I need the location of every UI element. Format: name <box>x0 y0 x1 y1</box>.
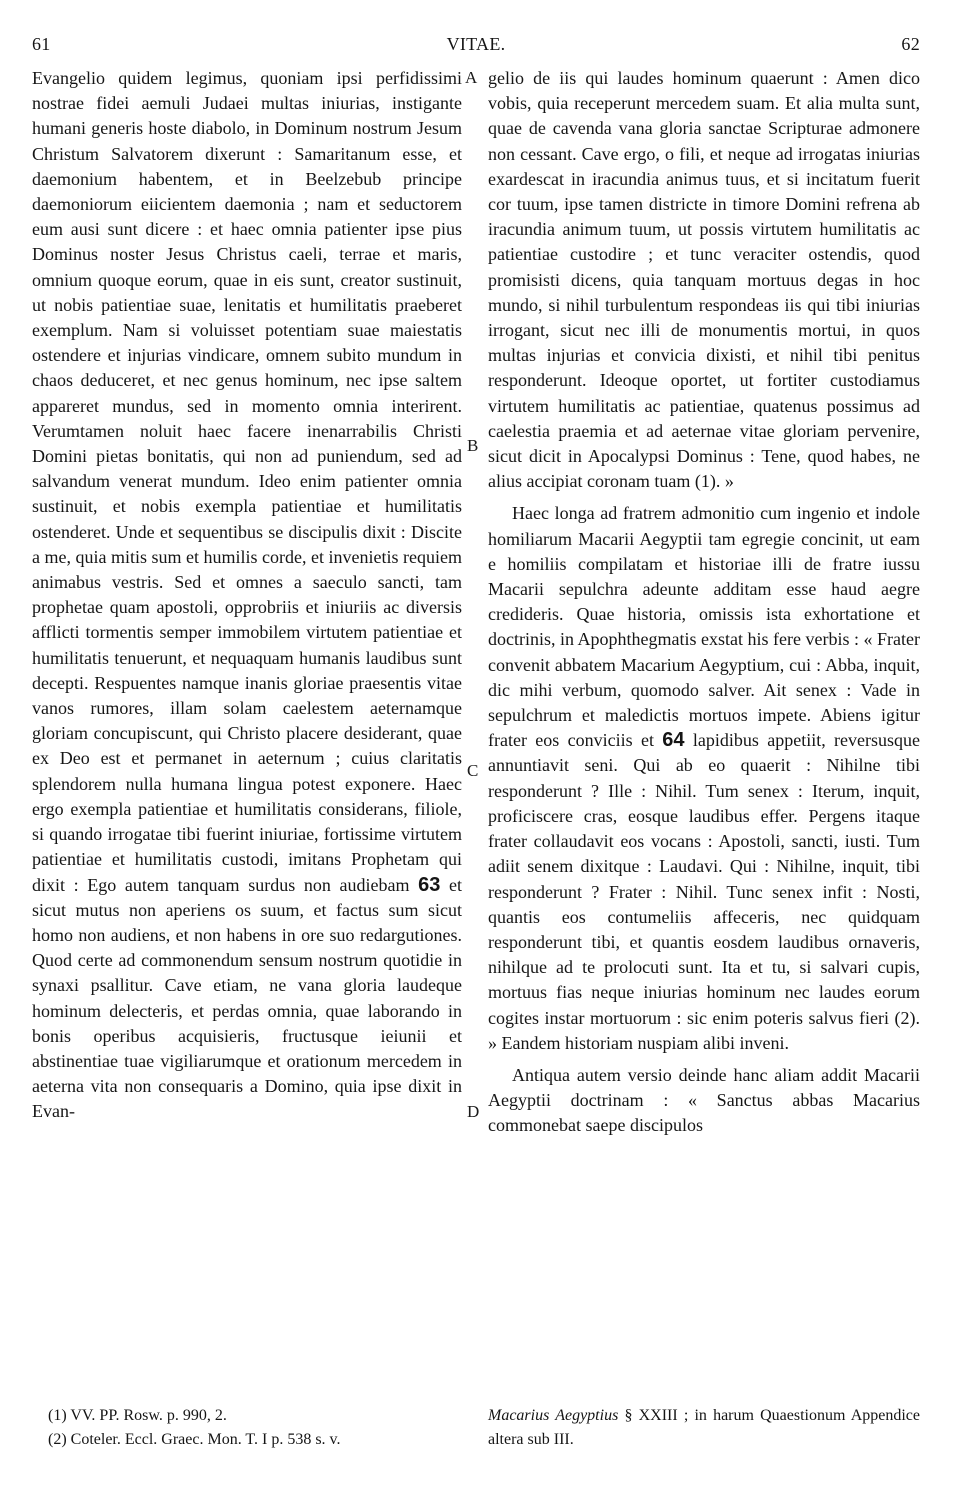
right-text-part-1: Haec longa ad fratrem admonitio cum ingenio et indole homiliarum Macarii Aegyptii tam egregie concinit, ut eam e homiliis compilatam et historiae illi de fratre iussu Macarii sepulchra adeunte additam esse haud aegre credideris. Quae historia, omissis ista exhortatione et doctrinis, in Apophthegmatis exstat his fere verbis : « Frater convenit abbatem Macarium Aegyptium, cui : Abba, inquit, dic mihi verbum, quomodo salver. Ait senex : Vade in sepulchrum et maledictis mortuos impete. Abiens igitur frater eos conviciis et <box>488 503 920 751</box>
left-column <box>32 66 462 1125</box>
running-title: VITAE. <box>446 34 506 54</box>
left-text-part-2: et sicut mutus non aperiens os suum, et factus sum sicut homo non audiens, et non habens in ore suo redargutiones. Quod certe ad commonendum sensum nostrum quotidie in synaxi psallitur. Cave etiam, ne vana gloria laudeque hominum delecteris, et perdas omnia, quae laborando in bonis operibus acquisieris, fructusque ieiunii et abstinentiae tuae vigiliarumque et orationum mercedem in aeterna vita non consequaris a Domino, quia ipse dixit in Evan- <box>32 874 463 1122</box>
margin-marker-b: B <box>467 436 479 455</box>
page-number-left: 61 <box>32 34 51 54</box>
running-header <box>32 34 920 60</box>
footnote-continuation <box>488 1404 920 1452</box>
left-text-part-1: Evangelio quidem legimus, quoniam ipsi perfidissimi nostrae fidei aemuli Judaei multas iniurias, instigante humani generis hoste diabolo, in Dominum nostrum Jesum Christum Salvatorem dixerunt : Samaritanum esse, et daemonium habentem, et in Beelzebub principe daemoniorum eiicientem daemonia ; nam et seductorem eum ausi sunt dicere : et haec omnia patienter ipse pius Dominus noster Jesus Christus caeli, terrae et maris, omnium quoque eorum, quae in eis sunt, creator sustinuit, ut nobis patientiae suae, lenitatis et humilitatis praeberet exemplum. Nam si voluisset potentiam suae maiestatis ostendere et injurias vindicare, omnem subito mundum in chaos deduceret, et nec genus hominum, nec ipse saltem appareret mundus, sed in momento omnia interirent. Verumtamen noluit haec facere inenarrabilis Christi Domini pietas bonitatis, qui non ad puniendum, sed ad salvandum venerat mundum. Ideo enim patienter omnia sustinuit, et nobis exempla patientiae et humilitatis ostenderet. Unde et sequentibus se discipulis dixit : Discite a me, quia mitis sum et humilis corde, et invenietis requiem animabus vestris. Sed et omnes a saeculo sancti, tam prophetae quam apostoli, opprobriis et iniuriis ac diversis afflicti tormentis semper immobilem virtutem patientiae et humilitatis tenuerunt, et nequaquam humanis laudibus sunt decepti. Respuentes namque inanis gloriae praesentis vitae vanos rumores, illam solam caelestem aeternamque gloriam concupiscunt, qui Christo placere desiderant, quae ex Deo est et permanet in aeternum ; cuius claritatis splendorem nulla humana lingua potest exponere. Haec ergo exempla patientiae et humilitatis considerans, filiole, si quando irrogatae tibi fuerint iniuriae, fortissime virtutem patientiae et humilitatis custodi, imitans Prophetam qui dixit : Ego autem tanquam surdus non audiebam <box>32 68 462 895</box>
margin-marker-c: C <box>467 761 479 780</box>
right-paragraph-3: Antiqua autem versio deinde hanc aliam addit Macarii Aegyptii doctrinam : « Sanctus abbas Macarius commonebat saepe discipulos <box>488 1064 920 1136</box>
page-number-right: 62 <box>901 34 920 54</box>
footnote-continuation-text: § XXIII ; in harum Quaestionum Appendice altera sub III. <box>488 1407 920 1448</box>
right-column <box>488 66 920 1139</box>
footnotes-left <box>48 1404 468 1452</box>
left-paragraph <box>32 66 462 1125</box>
right-paragraph-1: gelio de iis qui laudes hominum quaerunt : Amen dico vobis, quia receperunt mercedem suam. Et alia multa sunt, quae de cavenda vana gloria sanctae Scripturae admonere non cessant. Cave ergo, o fili, et neque ad irrogatas iniurias exardescat in iracundia animus tuus, et si incitatum fuerit cor tuum, ipse tamen districte in timore Domini refrena ab iracundia animum tuum, ut possis virtutem humilitatis ac patientiae custodire ; et tunc veraciter ostendis, quod promisisti dicens, quia tanquam mortuus degas in hoc mundo, si nihil turbulentum respondeas iis qui tibi iniurias irrogant, sicut nec illi de monumentis mortui, in quos multas injurias et convicia dixisti, et nihil tibi penitus responderunt. Ideoque oportet, ut fortiter custodiamus virtutem humilitatis ac patientiae, quatenus possimus ad caelestia praemia et ad aeternae vitae gloriam pervenire, sicut dicit in Apocalypsi Dominus : Tene, quod habes, ne alius accipiat coronam tuam (1). » <box>488 68 920 492</box>
right-paragraph-2 <box>488 501 920 1055</box>
footnote-1: (1) VV. PP. Rosw. p. 990, 2. <box>48 1407 227 1424</box>
footnotes-right <box>488 1404 920 1452</box>
page-ref-63: 63 <box>418 873 441 896</box>
page-ref-64: 64 <box>662 729 685 752</box>
footnote-2: (2) Coteler. Eccl. Graec. Mon. T. I p. 538 s. v. <box>48 1431 341 1448</box>
footnote-italic-name: Macarius Aegyptius <box>488 1407 619 1424</box>
margin-marker-d: D <box>467 1102 480 1121</box>
right-text-part-2: lapidibus appetiit, reversusque annuntiavit seni. Qui ab eo quaerit : Nihilne tibi responderunt ? Ille : Nihil. Tum senex : Iterum, inquit, proficiscere cras, eosque laudibus effer. Pergens itaque frater collaudavit eos vocans : Apostoli, sancti, iusti. Tum adiit senem dixitque : Laudavi. Qui : Nihilne, inquit, tibi responderunt ? Frater : Nihil. Tunc senex infit : Nosti, quantis eos contumeliis affeceris, nec quidquam responderunt tibi, et quantis eosdem laudibus ornaveris, nihilque ad te prolocuti sunt. Ita et tu, si salvari cupis, mortuus fias neque iniurias hominum nec laudes eorum cogites instar mortuorum : sic enim poteris salvus fieri (2). » Eandem historiam nuspiam alibi inveni. <box>488 730 921 1053</box>
margin-marker-a: A <box>465 68 478 87</box>
